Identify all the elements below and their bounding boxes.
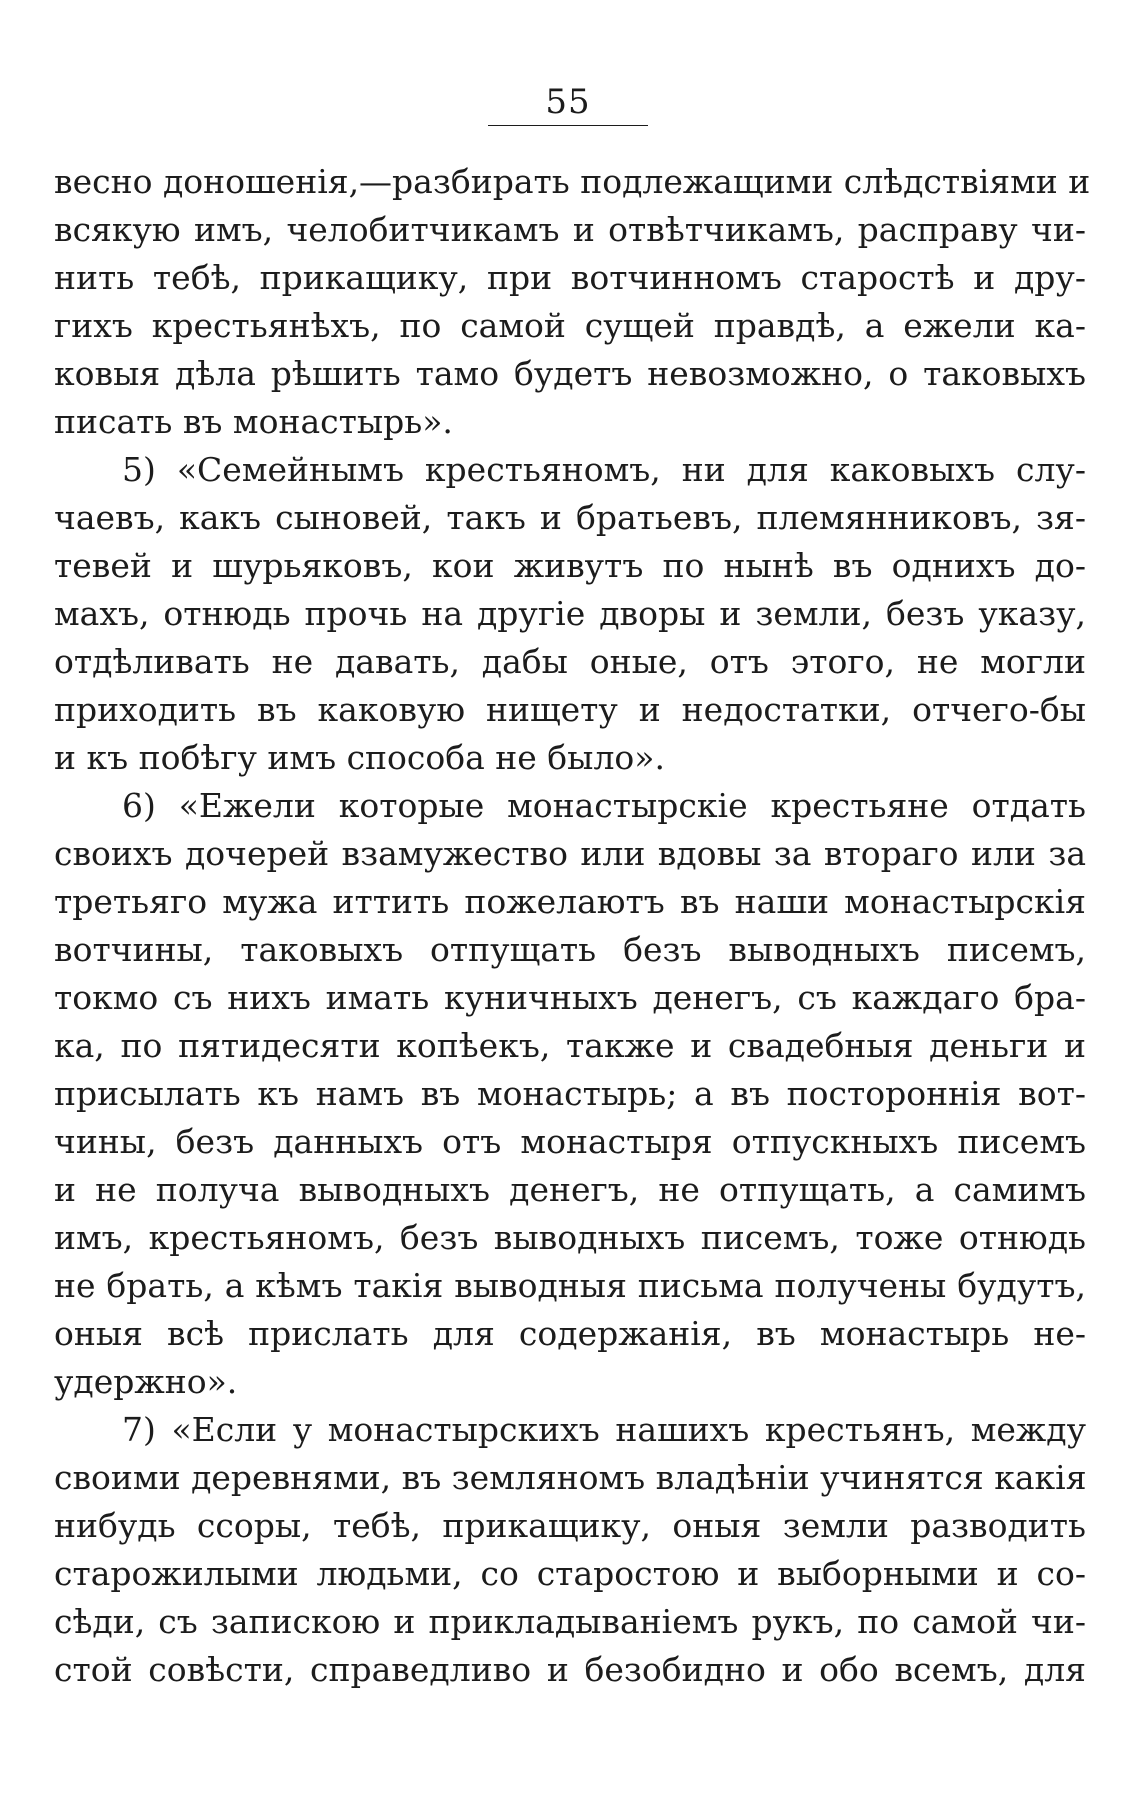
text-line: гихъ крестьянѣхъ, по самой сущей правдѣ, а ежели ка- — [54, 306, 1086, 345]
text-line: нибудь ссоры, тебѣ, прикащику, оныя земли разводить — [54, 1506, 1086, 1545]
page-number: 55 — [545, 82, 591, 122]
text-line: своими деревнями, въ земляномъ владѣніи учинятся какія — [54, 1458, 1087, 1497]
text-line: вотчины, таковыхъ отпущать безъ выводныхъ писемъ, — [54, 930, 1086, 969]
text-line: и къ побѣгу имъ способа не было». — [54, 738, 665, 777]
text-line: ка, по пятидесяти копѣекъ, также и свадебныя деньги и — [54, 1026, 1086, 1065]
paragraph-continuation — [54, 158, 1091, 446]
text-line: и не получа выводныхъ денегъ, не отпущать, а самимъ — [54, 1170, 1086, 1209]
text-line: старожилыми людьми, со старостою и выборными и со- — [54, 1554, 1086, 1593]
text-line: стой совѣсти, справедливо и безобидно и обо всемъ, для — [54, 1650, 1086, 1689]
text-line: тевей и шурьяковъ, кои живутъ по нынѣ въ однихъ до- — [54, 546, 1086, 585]
text-line: чаевъ, какъ сыновей, такъ и братьевъ, племянниковъ, зя- — [54, 498, 1086, 537]
text-line: присылать къ намъ въ монастырь; а въ постороннія вот- — [54, 1074, 1086, 1113]
text-line: весно доношенія,—разбирать подлежащими слѣдствіями и — [54, 162, 1091, 201]
paragraph-item-7 — [54, 1406, 1086, 1694]
text-line: 5) «Семейнымъ крестьяномъ, ни для каковыхъ слу- — [122, 450, 1086, 489]
text-line: махъ, отнюдь прочь на другіе дворы и земли, безъ указу, — [54, 594, 1086, 633]
text-line: нить тебѣ, прикащику, при вотчинномъ старостѣ и дру- — [54, 258, 1086, 297]
text-line: приходить въ каковую нищету и недостатки, отчего-бы — [54, 690, 1086, 729]
text-line: имъ, крестьяномъ, безъ выводныхъ писемъ, тоже отнюдь — [54, 1218, 1086, 1257]
body-text — [54, 158, 1091, 1694]
text-line: ковыя дѣла рѣшить тамо будетъ невозможно, о таковыхъ — [54, 354, 1086, 393]
text-line: оныя всѣ прислать для содержанія, въ монастырь не- — [54, 1314, 1086, 1353]
text-line: 7) «Если у монастырскихъ нашихъ крестьянъ, между — [122, 1410, 1086, 1449]
text-line: отдѣливать не давать, дабы оные, отъ этого, не могли — [54, 642, 1086, 681]
text-line: всякую имъ, челобитчикамъ и отвѣтчикамъ, расправу чи- — [54, 210, 1086, 249]
text-line: чины, безъ данныхъ отъ монастыря отпускныхъ писемъ — [54, 1122, 1086, 1161]
text-line: не брать, а кѣмъ такія выводныя письма получены будутъ, — [54, 1266, 1086, 1305]
text-line: своихъ дочерей взамужество или вдовы за втораго или за — [54, 834, 1086, 873]
text-line: третьяго мужа иттить пожелаютъ въ наши монастырскія — [54, 882, 1086, 921]
text-line: удержно». — [54, 1362, 238, 1401]
page-number-rule — [488, 125, 648, 126]
text-line: писать въ монастырь». — [54, 402, 453, 441]
paragraph-item-6 — [54, 782, 1086, 1406]
text-line: 6) «Ежели которые монастырскіе крестьяне отдать — [122, 786, 1086, 825]
paragraph-item-5 — [54, 446, 1086, 782]
text-line: сѣди, съ запискою и прикладываніемъ рукъ, по самой чи- — [54, 1602, 1086, 1641]
text-line: токмо съ нихъ имать куничныхъ денегъ, съ каждаго бра- — [54, 978, 1086, 1017]
